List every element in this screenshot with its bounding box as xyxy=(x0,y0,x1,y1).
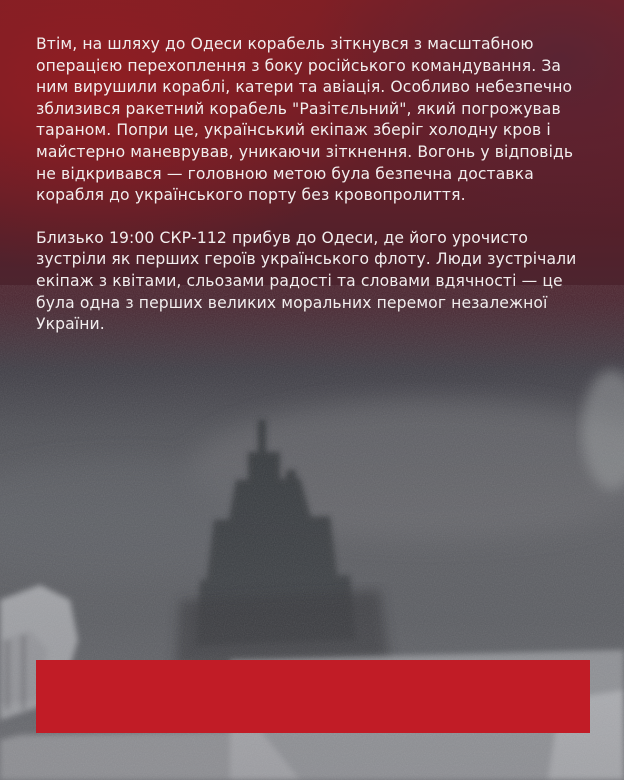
red-banner xyxy=(36,660,590,733)
story-text xyxy=(36,34,596,336)
story-paragraph-2: Близько 19:00 СКР-112 прибув до Одеси, де його урочисто зустріли як перших героїв українського флоту. Люди зустрічали екіпаж з квітами, сльозами радості та словами вдячності — це була одна з перших великих моральних перемог незалежної України. xyxy=(36,228,577,334)
story-paragraph-1: Втім, на шляху до Одеси корабель зіткнувся з масштабною операцією перехоплення з боку російського командування. За ним вирушили кораблі, катери та авіація. Особливо небезпечно зблизився ракетний корабель "Разітєльний", який погрожував тараном. Попри це, український екіпаж зберіг холодну кров і майстерно маневрував, уникаючи зіткнення. Вогонь у відповідь не відкривався — головною метою була безпечна доставка корабля до українського порту без кровопролиття. xyxy=(36,35,574,205)
